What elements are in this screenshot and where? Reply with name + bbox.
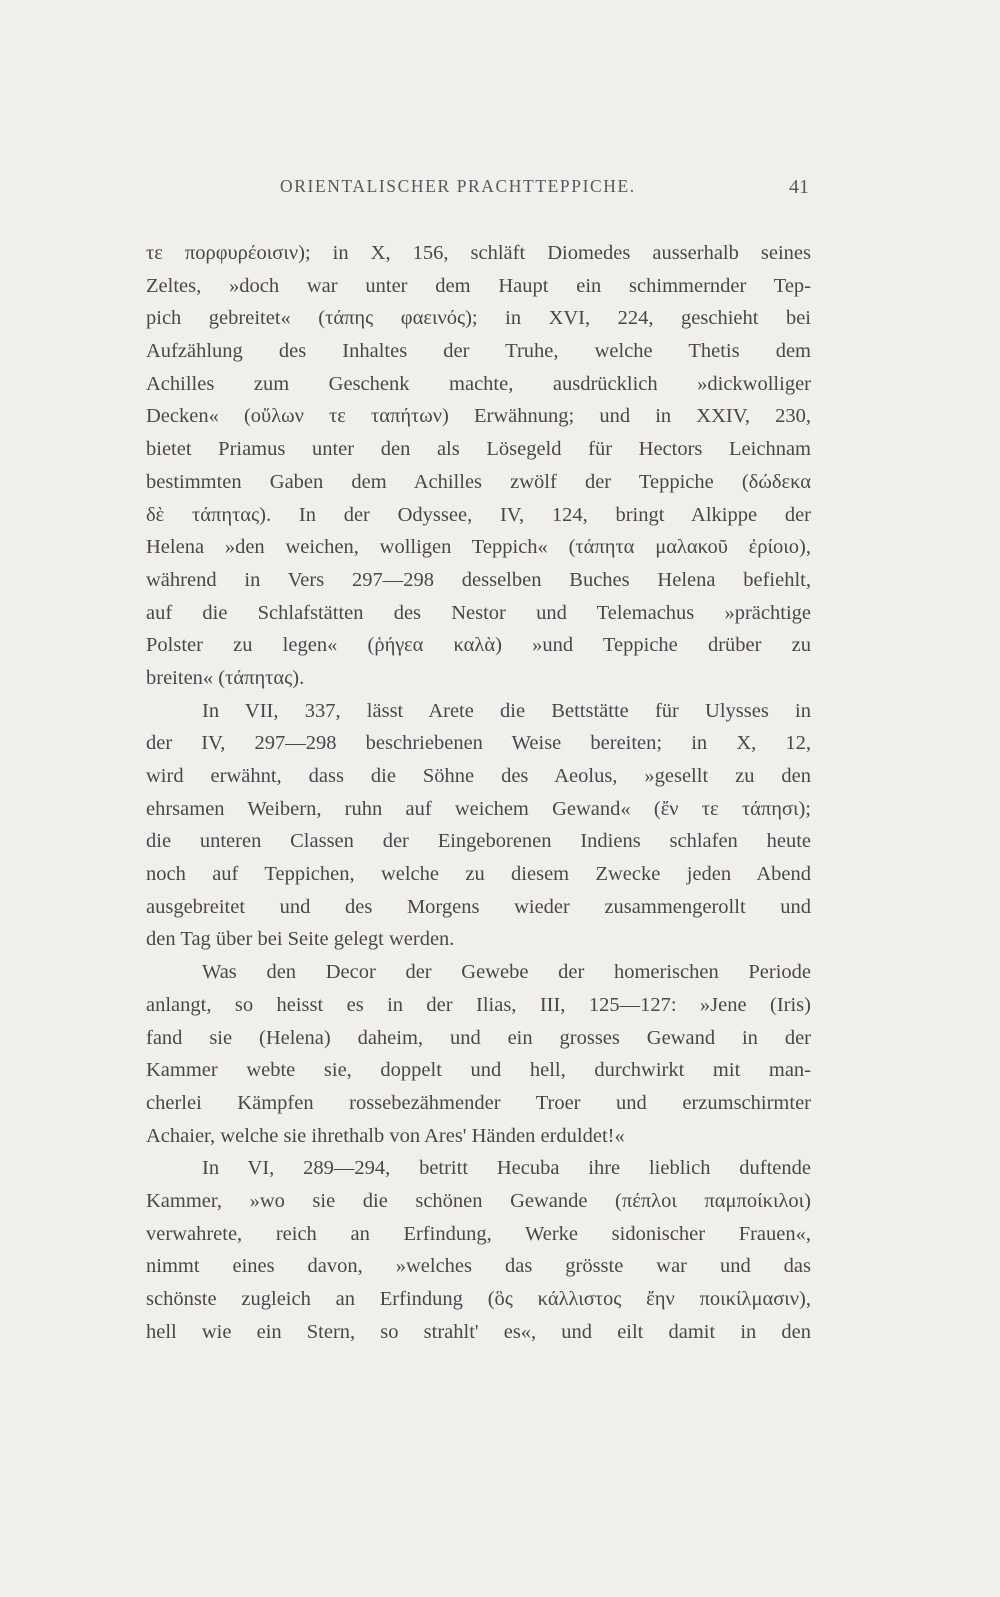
text-line: Achaier, welche sie ihrethalb von Ares' Händen erduldet!« xyxy=(146,1124,625,1147)
text-line: bestimmten Gaben dem Achilles zwölf der Teppiche (δώδεκα xyxy=(146,470,811,493)
text-line: Aufzählung des Inhaltes der Truhe, welche Thetis dem xyxy=(146,340,811,363)
page-number: 41 xyxy=(789,176,809,198)
text-line: cherlei Kämpfen rossebezähmender Troer und erzumschirmter xyxy=(146,1091,811,1114)
text-line: noch auf Teppichen, welche zu diesem Zwecke jeden Abend xyxy=(146,863,811,886)
text-line: τε πορφυρέοισιν); in X, 156, schläft Diomedes ausserhalb seines xyxy=(146,242,811,264)
text-line: In VII, 337, lässt Arete die Bettstätte für Ulysses in xyxy=(202,699,811,722)
text-line: Was den Decor der Gewebe der homerischen Periode xyxy=(202,961,811,984)
text-line: Decken« (οὔλων τε ταπήτων) Erwähnung; und in XXIV, 230, xyxy=(146,405,811,428)
text-line: ausgebreitet und des Morgens wieder zusammengerollt und xyxy=(146,895,811,918)
text-line: Achilles zum Geschenk machte, ausdrücklich »dickwolliger xyxy=(146,372,811,395)
page-header xyxy=(0,176,1000,206)
text-line: breiten« (τάπητας). xyxy=(146,666,305,689)
text-line: δὲ τάπητας). In der Odyssee, IV, 124, bringt Alkippe der xyxy=(146,503,811,526)
running-head: ORIENTALISCHER PRACHTTEPPICHE. xyxy=(280,176,636,196)
text-line: In VI, 289—294, betritt Hecuba ihre lieblich duftende xyxy=(202,1157,811,1180)
text-line: während in Vers 297—298 desselben Buches Helena befiehlt, xyxy=(146,568,811,591)
text-line: Zeltes, »doch war unter dem Haupt ein schimmernder Tep- xyxy=(146,274,811,297)
text-line: Kammer, »wo sie die schönen Gewande (πέπλοι παμποίκιλοι) xyxy=(146,1189,811,1212)
text-line: die unteren Classen der Eingeborenen Indiens schlafen heute xyxy=(146,830,811,853)
text-line: wird erwähnt, dass die Söhne des Aeolus, »gesellt zu den xyxy=(146,765,811,787)
text-line: Polster zu legen« (ῥήγεα καλὰ) »und Teppiche drüber zu xyxy=(146,634,811,657)
text-line: schönste zugleich an Erfindung (ὃς κάλλιστος ἔην ποικίλμασιν), xyxy=(146,1288,811,1310)
text-line: verwahrete, reich an Erfindung, Werke sidonischer Frauen«, xyxy=(146,1222,811,1245)
body-text xyxy=(146,237,811,1348)
text-line: Helena »den weichen, wolligen Teppich« (τάπητα μαλακοῦ ἐρίοιο), xyxy=(146,536,811,559)
text-line: pich gebreitet« (τάπης φαεινός); in XVI, 224, geschieht bei xyxy=(146,307,811,330)
text-line: anlangt, so heisst es in der Ilias, III, 125—127: »Jene (Iris) xyxy=(146,993,811,1016)
text-line: bietet Priamus unter den als Lösegeld für Hectors Leichnam xyxy=(146,438,811,461)
text-line: fand sie (Helena) daheim, und ein grosses Gewand in der xyxy=(146,1026,811,1049)
text-line: auf die Schlafstätten des Nestor und Telemachus »prächtige xyxy=(146,601,811,624)
text-line: ehrsamen Weibern, ruhn auf weichem Gewand« (ἔν τε τάπησι); xyxy=(146,797,811,820)
text-line: den Tag über bei Seite gelegt werden. xyxy=(146,928,455,951)
text-line: der IV, 297—298 beschriebenen Weise bereiten; in X, 12, xyxy=(146,732,811,755)
text-line: nimmt eines davon, »welches das grösste war und das xyxy=(146,1255,811,1278)
text-line: hell wie ein Stern, so strahlt' es«, und eilt damit in den xyxy=(146,1320,811,1343)
text-line: Kammer webte sie, doppelt und hell, durchwirkt mit man- xyxy=(146,1059,811,1082)
